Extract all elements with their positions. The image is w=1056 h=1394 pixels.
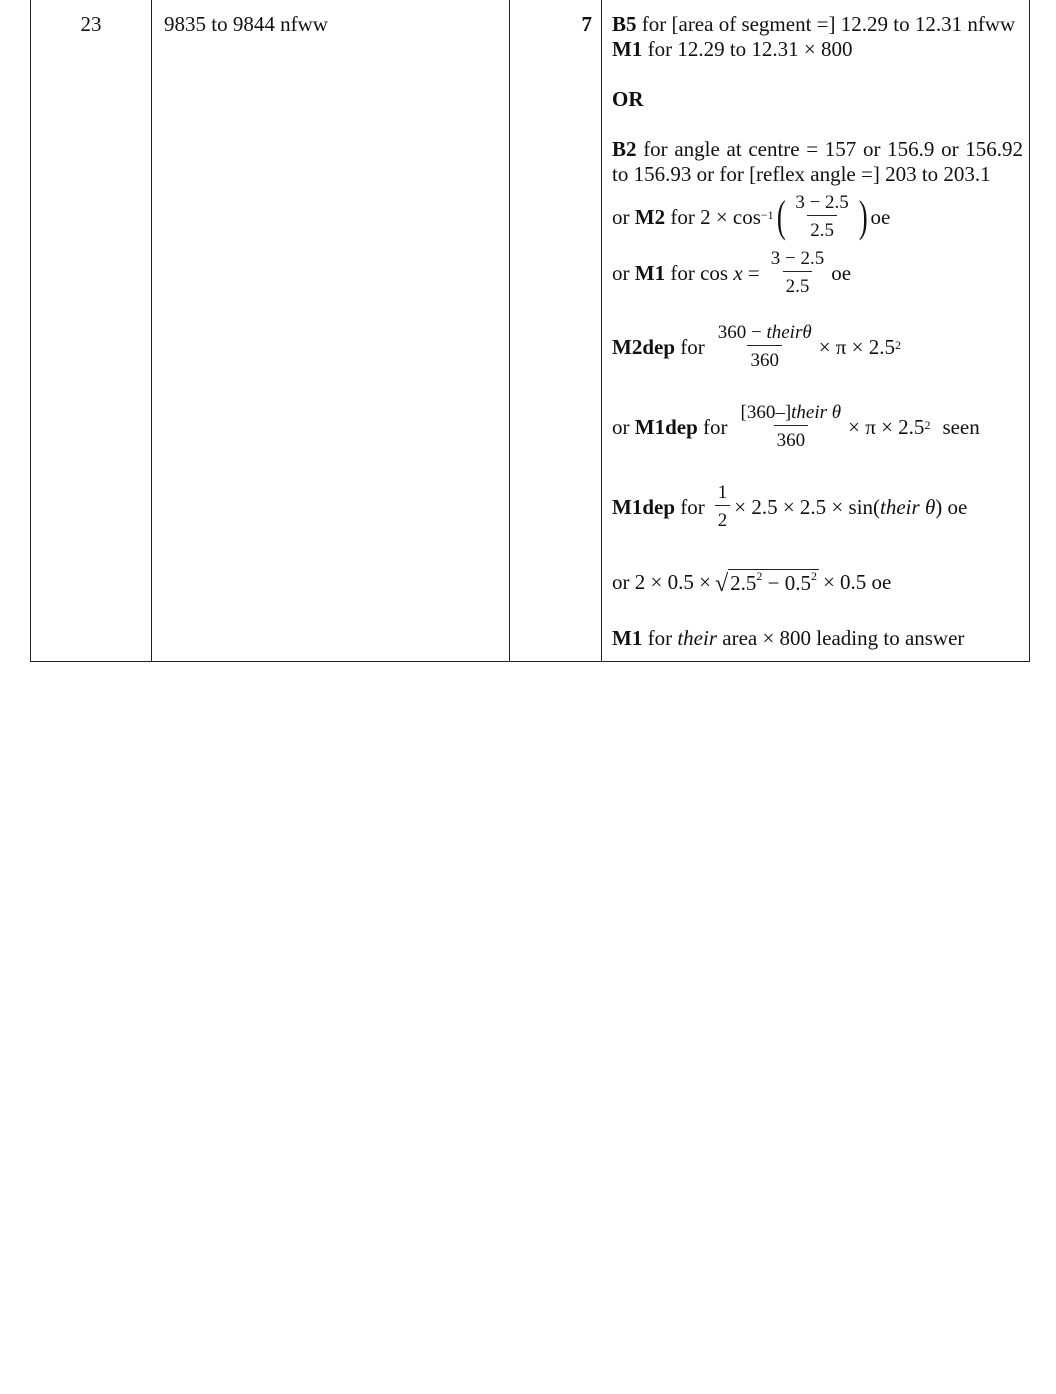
answer-cell: [152, 0, 510, 662]
fraction: $\frac{\text{[360–]their θ}}{360}$: [740, 402, 842, 451]
partial-marks-cell: [602, 0, 1030, 662]
m1-final-line: M1 for their area × 800 leading to answer: [612, 626, 965, 650]
mark-scheme-table: [30, 0, 1030, 662]
table-row: [31, 0, 1030, 662]
sqrt-line: or 2 × 0.5 × √ $2.5^2 - 0.5^2$ × 0.5 oe: [612, 569, 892, 597]
m1-cos-line: or M1 for cos x = $\frac{3 - 2.5}{2.5}$ oe: [612, 248, 852, 297]
fraction: $\frac{\text{360 − theirθ}}{360}$: [717, 322, 812, 371]
right-paren: ): [858, 192, 868, 241]
m2-line: or M2 for 2 × cos $^{-1}$ ( $\frac{3 - 2.5}{2.5}$ ) oe: [612, 192, 891, 241]
m1-line: M1 for 12.29 to 12.31 × 800: [612, 37, 853, 61]
marks-value: 7: [581, 12, 592, 36]
b5-line: B5 for [area of segment =] 12.29 to 12.31 nfww: [612, 12, 1016, 36]
or-label: OR: [612, 87, 644, 111]
fraction: $\frac{3 - 2.5}{2.5}$: [770, 248, 825, 297]
question-number: 23: [80, 12, 102, 36]
radical-sign-icon: √: [714, 571, 729, 597]
m2dep-line: M2dep for $\frac{\text{360 − theirθ}}{360}$ × π × 2.5 $^2$: [612, 322, 901, 371]
fraction: $\frac{3 - 2.5}{2.5}$: [795, 192, 849, 241]
square-root: √ $2.5^2 - 0.5^2$: [714, 569, 817, 597]
b2-line: B2 for angle at centre = 157 or 156.9 or 156.92 to 156.93 or for [reflex angle =] 203 to 203.1: [612, 137, 1023, 186]
fraction: $\frac{1}{2}$: [715, 481, 731, 533]
question-cell: [31, 0, 152, 662]
m1dep-sin-line: M1dep for $\frac{1}{2}$ × 2.5 × 2.5 × sin( their θ ) oe: [612, 482, 968, 531]
marks-cell: [510, 0, 602, 662]
answer-text: 9835 to 9844 nfww: [164, 12, 328, 36]
left-paren: (: [776, 192, 786, 241]
m1dep-seen-line: or M1dep for $\frac{\text{[360–]their θ}}{360}$ × π × 2.5 $^2$ seen: [612, 402, 980, 451]
